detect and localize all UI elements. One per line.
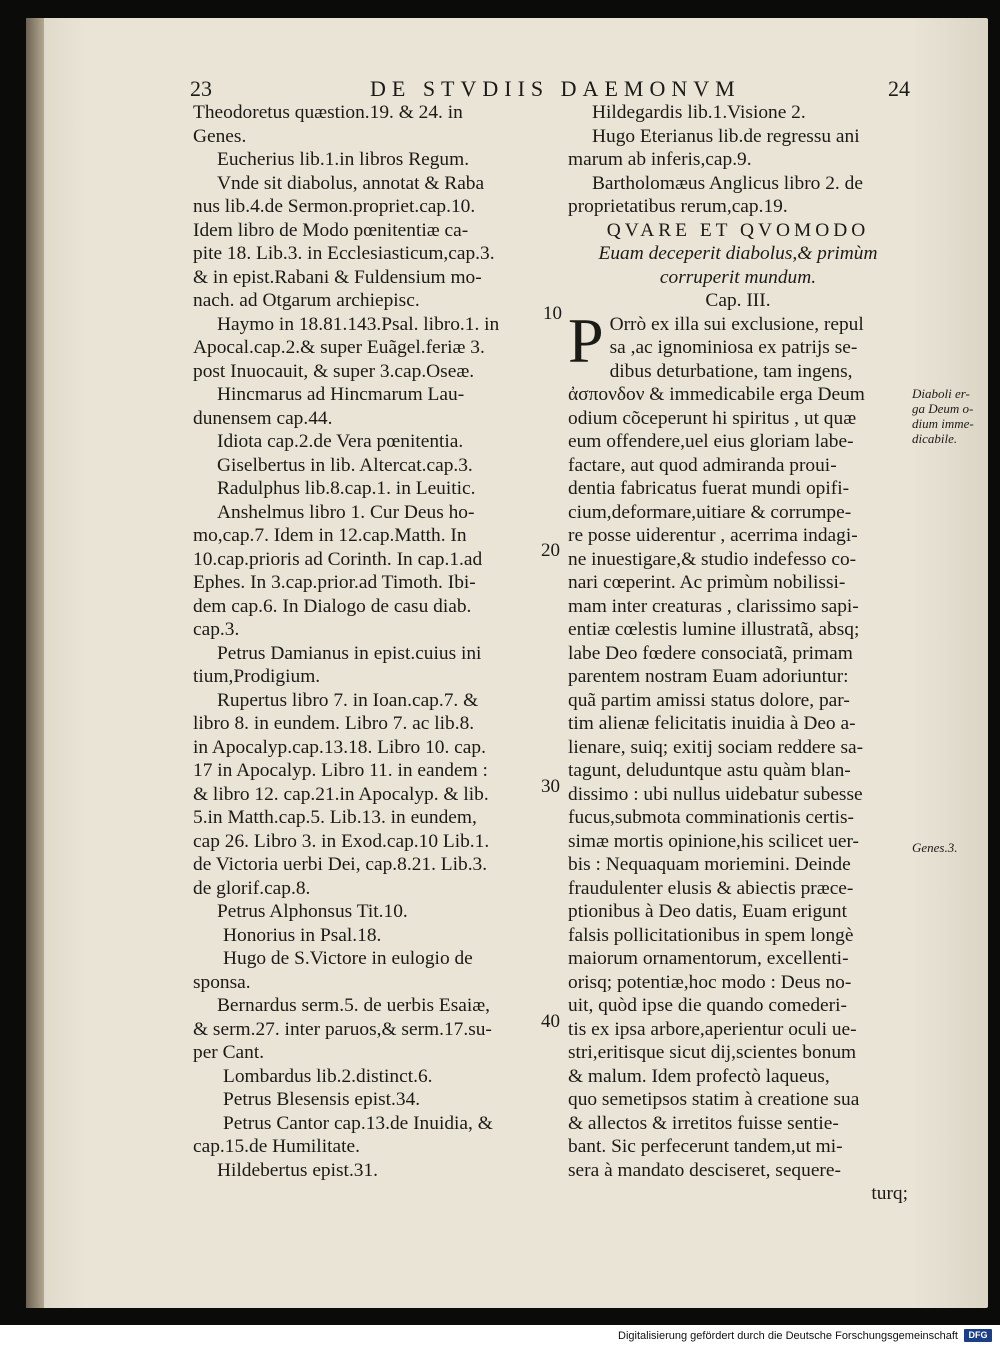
text-line: sponsa. [193, 971, 251, 993]
text-line: Haymo in 18.81.143.Psal. libro.1. in [217, 313, 500, 335]
marginal-note-line: Diaboli er- [912, 386, 970, 401]
chapter-subtitle-1: Euam deceperit diabolus,& primùm [598, 243, 878, 264]
marginal-note-line: dium imme- [912, 416, 974, 431]
text-line: dibus deturbatione, tam ingens, [609, 360, 853, 382]
running-title: DE STVDIIS DAEMONVM [370, 76, 741, 101]
text-line: 17 in Apocalyp. Libro 11. in eandem : [193, 760, 488, 781]
text-line: & serm.27. inter paruos,& serm.17.su- [193, 1018, 492, 1040]
text-line: quã partim amissi status dolore, par- [568, 689, 850, 711]
text-line: ne inuestigare,& studio indefesso co- [568, 548, 857, 570]
text-line: proprietatibus rerum,cap.19. [568, 196, 788, 217]
text-line: cap 26. Libro 3. in Exod.cap.10 Lib.1. [193, 830, 490, 852]
text-line: dunensem cap.44. [193, 407, 333, 429]
footer-bar [0, 1325, 1000, 1347]
text-line: mo,cap.7. Idem in 12.cap.Matth. In [193, 525, 467, 546]
text-line: orisq; potentiæ,hoc modo : Deus no- [568, 971, 852, 993]
line-number-10: 10 [543, 303, 562, 324]
text-line: Radulphus lib.8.cap.1. in Leuitic. [217, 478, 476, 499]
text-line: odium cõceperunt hi spiritus , ut quæ [568, 407, 857, 429]
text-line: bis : Nequaquam moriemini. Deinde [568, 854, 851, 875]
text-line: labe Deo fœdere consociatã, primam [568, 642, 853, 664]
text-line: nach. ad Otgarum archiepisc. [193, 290, 420, 311]
footer-credit: Digitalisierung gefördert durch die Deutsche Forschungsgemeinschaft [618, 1330, 958, 1342]
text-line: pite 18. Lib.3. in Ecclesiasticum,cap.3. [193, 243, 495, 264]
text-line: nari cœperint. Ac primùm nobilissi- [568, 572, 846, 593]
text-line: simæ mortis opinione,his scilicet uer- [568, 830, 859, 852]
text-line: eum offendere,uel eius gloriam labe- [568, 431, 854, 452]
book-spine-shadow [26, 18, 44, 1308]
text-line: bant. Sic perfecerunt tandem,ut mi- [568, 1136, 843, 1157]
text-line: Giselbertus in lib. Altercat.cap.3. [217, 454, 473, 476]
text-line: re posse uiderentur , acerrima indagi- [568, 525, 858, 546]
text-line: marum ab inferis,cap.9. [568, 149, 752, 170]
text-line: entiæ cœlestis lumine illustratã, absq; [568, 619, 860, 640]
text-line: Hildegardis lib.1.Visione 2. [592, 102, 806, 123]
text-line: dentia fabricatus fuerat mundi opifi- [568, 478, 850, 499]
text-line: Honorius in Psal.18. [223, 924, 382, 946]
marginal-note-line: ga Deum o- [912, 401, 974, 416]
text-line: 5.in Matth.cap.5. Lib.13. in eundem, [193, 807, 477, 828]
text-line: falsis pollicitationibus in spem longè [568, 924, 854, 946]
text-line: Idem libro de Modo pœnitentiæ ca- [193, 219, 469, 241]
text-line: Hildebertus epist.31. [217, 1159, 379, 1181]
text-line: Petrus Blesensis epist.34. [223, 1089, 421, 1110]
text-line: Orrò ex illa sui exclusione, repul [609, 313, 864, 335]
text-line: sera à mandato desciseret, sequere- [568, 1159, 841, 1181]
text-line: Bernardus serm.5. de uerbis Esaiæ, [217, 995, 491, 1016]
chapter-subtitle-2: corruperit mundum. [659, 266, 817, 288]
text-line: Lombardus lib.2.distinct.6. [223, 1065, 433, 1087]
text-line: Apocal.cap.2.& super Euãgel.feriæ 3. [193, 337, 485, 358]
right-column [568, 101, 908, 1206]
text-line: Genes. [193, 125, 247, 147]
text-line: dem cap.6. In Dialogo de casu diab. [193, 595, 472, 617]
text-line: quo semetipsos statim à creatione sua [568, 1089, 860, 1110]
text-line: Petrus Alphonsus Tit.10. [217, 901, 408, 922]
text-line: Hugo Eterianus lib.de regressu ani [592, 125, 860, 147]
page-number-left: 23 [190, 76, 212, 101]
text-line: maiorum ornamentorum, excellenti- [568, 948, 849, 969]
line-number-20: 20 [541, 540, 560, 561]
chapter-heading: QVARE ET QVOMODO [606, 219, 870, 241]
text-line: Theodoretus quæstion.19. & 24. in [193, 102, 463, 123]
text-line: & libro 12. cap.21.in Apocalyp. & lib. [193, 783, 489, 805]
text-line: libro 8. in eundem. Libro 7. ac lib.8. [193, 713, 475, 734]
drop-cap: P [568, 304, 604, 376]
right-column-references [568, 101, 908, 219]
text-line: parentem nostram Euam adoriuntur: [568, 666, 849, 687]
text-line: & malum. Idem profectò laqueus, [568, 1065, 830, 1087]
text-line: stri,eritisque sicut dij,scientes bonum [568, 1042, 857, 1063]
text-line: ἀσπονδον & immedicabile erga Deum [568, 384, 865, 405]
text-line: Petrus Damianus in epist.cuius ini [217, 642, 482, 664]
text-line: cium,deformare,uitiare & corrumpe- [568, 501, 852, 523]
text-line: per Cant. [193, 1042, 265, 1063]
marginal-note-genesis: Genes.3. [912, 840, 958, 855]
text-line: tagunt, deluduntque astu quàm blan- [568, 760, 851, 781]
text-line: de Victoria uerbi Dei, cap.8.21. Lib.3. [193, 854, 488, 875]
text-line: mam inter creaturas , clarissimo sapi- [568, 595, 859, 617]
text-line: nus lib.4.de Sermon.propriet.cap.10. [193, 196, 476, 217]
text-line: de glorif.cap.8. [193, 877, 311, 899]
text-line: ptionibus à Deo datis, Euam erigunt [568, 901, 847, 922]
text-line: Vnde sit diabolus, annotat & Raba [217, 172, 485, 194]
text-line: Bartholomæus Anglicus libro 2. de [592, 172, 863, 194]
text-line: tis ex ipsa arbore,aperientur oculi ue- [568, 1018, 857, 1040]
marginal-note-line: dicabile. [912, 431, 958, 446]
text-line: Idiota cap.2.de Vera pœnitentia. [217, 431, 464, 452]
text-line: Petrus Cantor cap.13.de Inuidia, & [223, 1112, 493, 1134]
text-line: cap.15.de Humilitate. [193, 1136, 360, 1157]
text-line: 10.cap.prioris ad Corinth. In cap.1.ad [193, 548, 483, 570]
text-line: tium,Prodigium. [193, 666, 321, 687]
text-line: post Inuocauit, & super 3.cap.Oseæ. [193, 360, 475, 382]
dfg-logo-icon: DFG [964, 1329, 992, 1342]
text-line: turq; [871, 1183, 908, 1204]
text-line: fucus,submota comminationis certis- [568, 807, 854, 828]
marginal-note-diaboli [912, 386, 992, 446]
text-line: & in epist.Rabani & Fuldensium mo- [193, 266, 482, 288]
text-line: tim alienæ felicitatis inuidia à Deo a- [568, 713, 856, 734]
line-number-30: 30 [541, 776, 560, 797]
text-line: in Apocalyp.cap.13.18. Libro 10. cap. [193, 736, 486, 758]
left-column [193, 101, 538, 1182]
chapter-number: Cap. III. [705, 290, 771, 311]
text-line: Hugo de S.Victore in eulogio de [223, 948, 473, 969]
text-line: Anshelmus libro 1. Cur Deus ho- [217, 501, 475, 523]
text-line: Eucherius lib.1.in libros Regum. [217, 149, 470, 170]
text-line: sa ,ac ignominiosa ex patrijs se- [609, 337, 858, 358]
text-line: factare, aut quod admiranda proui- [568, 454, 837, 476]
text-line: dissimo : ubi nullus uidebatur subesse [568, 783, 863, 805]
text-line: Rupertus libro 7. in Ioan.cap.7. & [217, 689, 479, 711]
line-number-40: 40 [541, 1011, 560, 1032]
text-line: fraudulenter elusis & abiectis præce- [568, 877, 854, 899]
text-line: cap.3. [193, 619, 240, 640]
text-line: Ephes. In 3.cap.prior.ad Timoth. Ibi- [193, 572, 476, 593]
chapter-body [568, 304, 908, 1206]
page-number-right: 24 [888, 76, 910, 101]
running-head [190, 76, 910, 104]
text-line: uit, quòd ipse die quando comederi- [568, 995, 847, 1016]
text-line: Hincmarus ad Hincmarum Lau- [217, 384, 465, 405]
text-line: & allectos & irretitos fuisse sentie- [568, 1112, 839, 1134]
text-line: lienare, suiq; exitij sociam reddere sa- [568, 736, 864, 758]
